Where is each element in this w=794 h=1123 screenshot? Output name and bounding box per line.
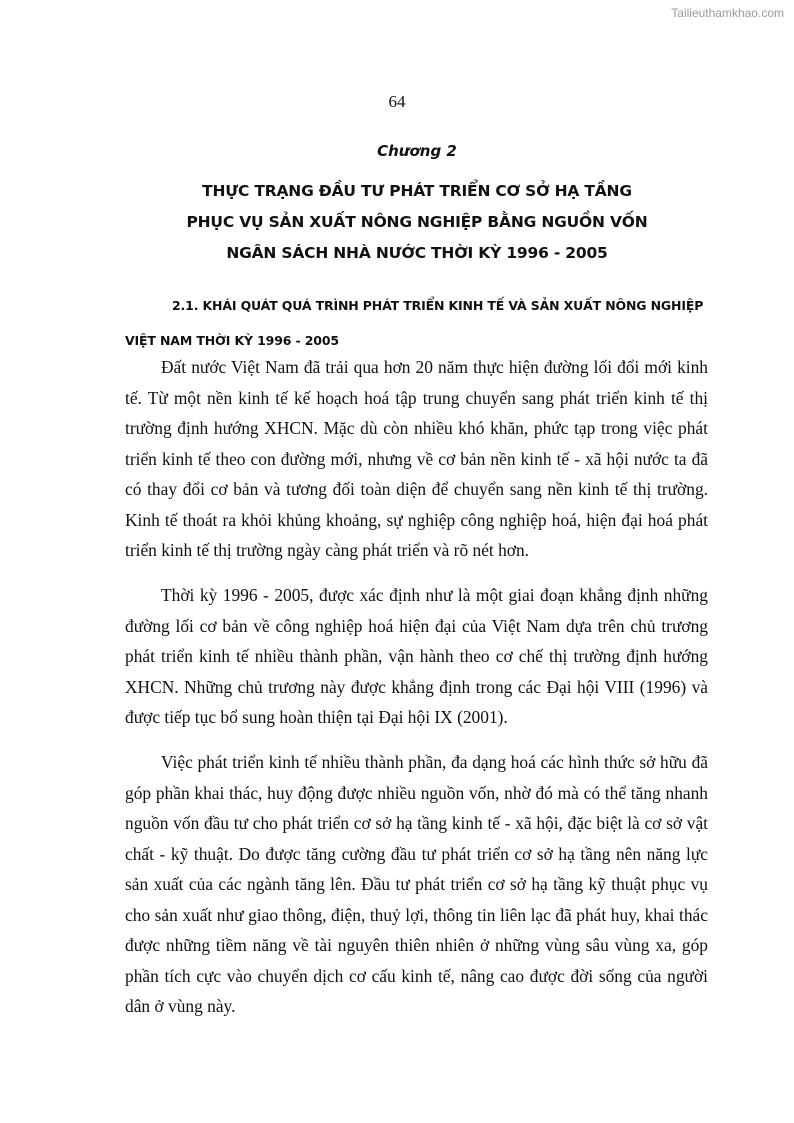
section-heading-line-2: VIỆT NAM THỜI KỲ 1996 - 2005 <box>125 333 339 348</box>
chapter-title-line-2: PHỤC VỤ SẢN XUẤT NÔNG NGHIỆP BẰNG NGUỒN VỐN <box>186 213 648 231</box>
chapter-label: Chương 2 <box>377 142 457 160</box>
paragraph-1: Đất nước Việt Nam đã trải qua hơn 20 năm thực hiện đường lối đổi mới kinh tế. Từ một nền kinh tế kế hoạch hoá tập trung chuyển sang phát triển kinh tế thị trường định hướng XHCN. Mặc dù còn nhiều khó khăn, phức tạp trong việc phát triển kinh tế theo con đường mới, nhưng về cơ bản nền kinh tế - xã hội nước ta đã có thay đổi cơ bản và tương đối toàn diện để chuyển sang nền kinh tế thị trường. Kinh tế thoát ra khỏi khủng khoảng, sự nghiệp công nghiệp hoá, hiện đại hoá phát triển kinh tế thị trường ngày càng phát triển và rõ nét hơn. <box>125 357 708 560</box>
section-heading <box>125 288 715 358</box>
chapter-title <box>150 176 684 269</box>
chapter-title-line-3: NGÂN SÁCH NHÀ NƯỚC THỜI KỲ 1996 - 2005 <box>226 244 608 262</box>
body-text <box>125 352 708 1036</box>
paragraph-2: Thời kỳ 1996 - 2005, được xác định như là một giai đoạn khẳng định những đường lối cơ bản về công nghiệp hoá hiện đại của Việt Nam dựa trên chủ trương phát triển kinh tế nhiều thành phần, vận hành theo cơ chế thị trường định hướng XHCN. Những chủ trương này được khẳng định trong các Đại hội VIII (1996) và được tiếp tục bổ sung hoàn thiện tại Đại hội IX (2001). <box>125 585 708 727</box>
chapter-title-line-1: THỰC TRẠNG ĐẦU TƯ PHÁT TRIỂN CƠ SỞ HẠ TẦNG <box>202 182 632 200</box>
section-heading-line-1: 2.1. KHÁI QUÁT QUÁ TRÌNH PHÁT TRIỂN KINH TẾ VÀ SẢN XUẤT NÔNG NGHIỆP <box>172 298 704 313</box>
watermark-text: Tailieuthamkhao.com <box>671 6 784 20</box>
page-number: 64 <box>388 92 406 111</box>
paragraph-3: Việc phát triển kinh tế nhiều thành phần, đa dạng hoá các hình thức sở hữu đã góp phần khai thác, huy động được nhiều nguồn vốn, nhờ đó mà có thể tăng nhanh nguồn vốn đầu tư cho phát triển cơ sở hạ tầng kinh tế - xã hội, đặc biệt là cơ sở vật chất - kỹ thuật. Do được tăng cường đầu tư phát triển cơ sở hạ tầng nên năng lực sản xuất của các ngành tăng lên. Đầu tư phát triển cơ sở hạ tầng kỹ thuật phục vụ cho sản xuất như giao thông, điện, thuỷ lợi, thông tin liên lạc đã phát huy, khai thác được những tiềm năng về tài nguyên thiên nhiên ở những vùng sâu vùng xa, góp phần tích cực vào chuyển dịch cơ cấu kinh tế, nâng cao được đời sống của người dân ở vùng này. <box>125 752 708 1016</box>
